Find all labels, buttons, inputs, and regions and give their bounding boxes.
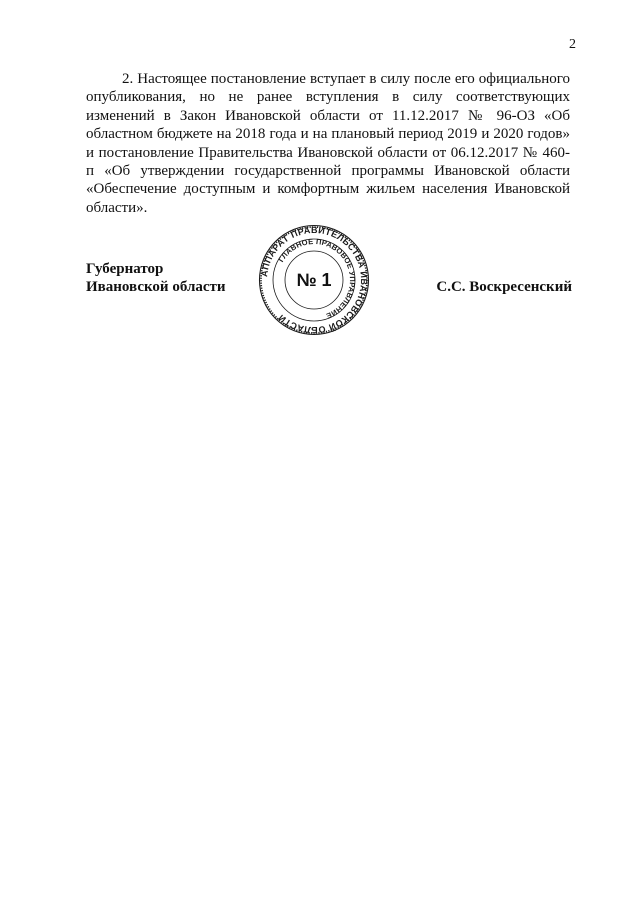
signature-position-line-2: Ивановской области [86,279,226,295]
body-paragraph [86,70,570,217]
signature-position [86,260,226,296]
seal-outer-text: АППАРАТ ПРАВИТЕЛЬСТВА ИВАНОВСКОЙ ОБЛАСТИ [259,224,370,336]
seal-graphic [258,224,370,336]
seal-inner-text: ГЛАВНОЕ ПРАВОВОЕ УПРАВЛЕНИЕ [276,236,358,321]
official-seal [258,224,370,336]
paragraph-text: 2. Настоящее постановление вступает в силу после его официального опубликования, но не ранее вступления в силу соответствующих изменений в Закон Ивановской области от 11.12.2017 № 96-ОЗ «Об областном бюджете на 2018 года и на плановый период 2019 и 2020 годов» и постановление Правительства Ивановской области от 06.12.2017 № 460-п «Об утверждении государственной программы Ивановской области «Обеспечение доступным и комфортным жильем населения Ивановской области». [86,71,570,216]
signatory-name: С.С. Воскресенский [436,279,572,295]
page-number: 2 [569,37,576,52]
seal-number: № 1 [296,270,332,290]
signature-position-line-1: Губернатор [86,261,164,277]
